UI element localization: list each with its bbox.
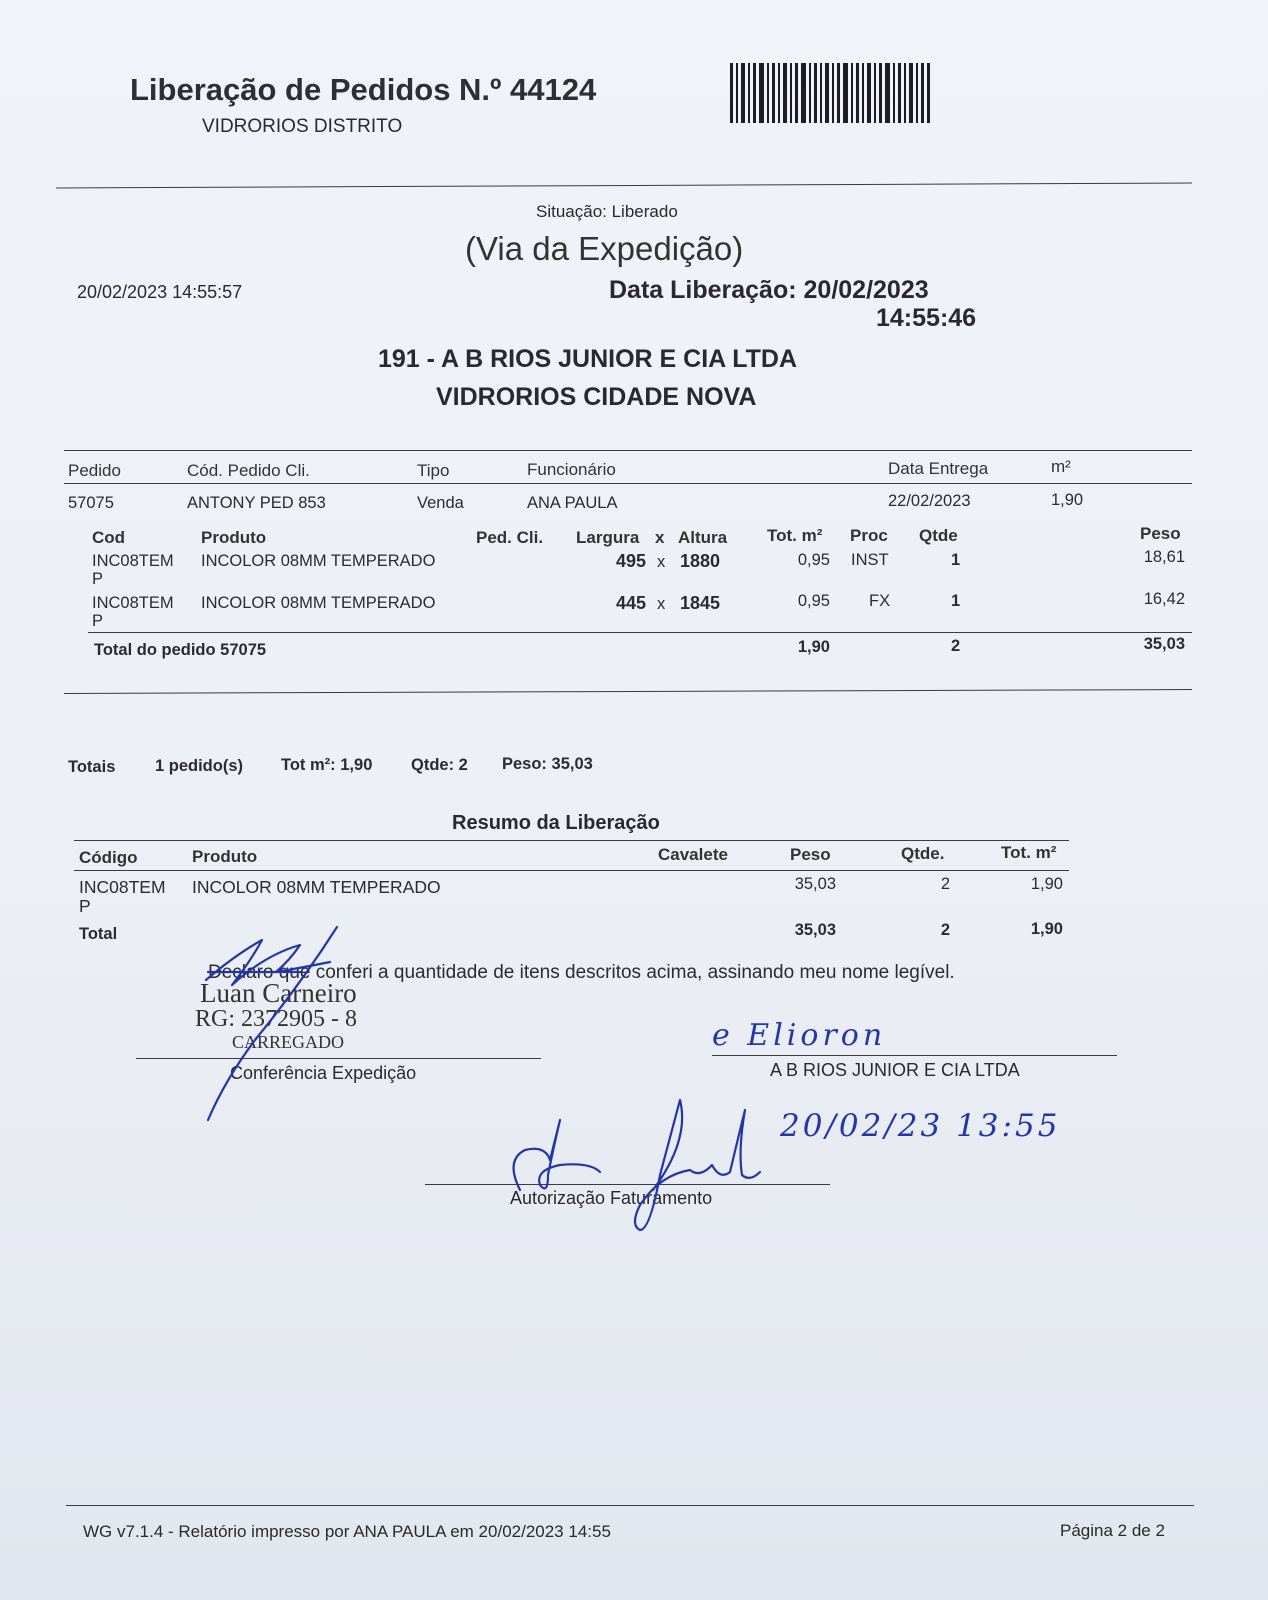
resumo-codigo: INC08TEM — [79, 877, 166, 897]
resumo-total-qtde: 2 — [940, 921, 950, 939]
handwritten-date: 20/02/23 13:55 — [780, 1108, 1061, 1144]
resumo-qtde: 2 — [940, 875, 950, 893]
item-largura: 495 — [615, 551, 646, 571]
item-col-produto: Produto — [201, 528, 267, 547]
item-tot-m2: 0,95 — [797, 592, 830, 610]
printed-at: 20/02/2023 14:55:57 — [77, 282, 243, 302]
item-largura: 445 — [615, 593, 646, 613]
col-cod-pedido-cli: Cód. Pedido Cli. — [187, 461, 310, 480]
data-liberacao-time: 14:55:46 — [876, 304, 977, 332]
cod-pedido-cli-value: ANTONY PED 853 — [187, 494, 326, 512]
col-data-entrega: Data Entrega — [888, 459, 989, 478]
footer-rule — [66, 1505, 1194, 1506]
company-name: VIDRORIOS DISTRITO — [202, 116, 403, 137]
item-x: x — [657, 595, 666, 613]
item-col-qtde: Qtde — [919, 526, 958, 545]
document-title: Liberação de Pedidos N.º 44124 — [130, 72, 597, 107]
item-col-x: x — [655, 528, 665, 547]
conferencia-label: Conferência Expedição — [230, 1063, 417, 1083]
items-total-peso: 35,03 — [1143, 635, 1185, 653]
totais-peso: Peso: 35,03 — [502, 755, 593, 773]
via-label: (Via da Expedição) — [465, 230, 744, 267]
data-liberacao: Data Liberação: 20/02/2023 — [609, 276, 929, 304]
item-col-largura: Largura — [576, 528, 640, 547]
footer-right: Página 2 de 2 — [1060, 1521, 1165, 1540]
resumo-codigo-cont: P — [79, 896, 91, 916]
item-proc: INST — [851, 551, 889, 569]
item-peso: 16,42 — [1143, 590, 1185, 608]
item-peso: 18,61 — [1143, 548, 1185, 566]
client-label: A B RIOS JUNIOR E CIA LTDA — [770, 1060, 1020, 1080]
items-total-label: Total do pedido 57075 — [94, 641, 267, 659]
resumo-total-peso: 35,03 — [794, 921, 836, 939]
resumo-tot-m2: 1,90 — [1030, 875, 1063, 893]
item-col-ped-cli: Ped. Cli. — [476, 528, 544, 547]
client-name: 191 - A B RIOS JUNIOR E CIA LTDA — [378, 345, 798, 373]
item-produto: INCOLOR 08MM TEMPERADO — [201, 594, 436, 612]
resumo-col-produto: Produto — [192, 847, 258, 866]
totais-qtde: Qtde: 2 — [411, 756, 468, 774]
col-pedido: Pedido — [68, 461, 121, 480]
item-produto: INCOLOR 08MM TEMPERADO — [201, 552, 436, 570]
handwritten-client-signature: e Elioron — [712, 1018, 887, 1053]
totais-m2: Tot m²: 1,90 — [281, 756, 373, 774]
item-x: x — [657, 553, 666, 571]
col-funcionario: Funcionário — [527, 460, 616, 479]
resumo-col-codigo: Código — [79, 848, 138, 867]
resumo-col-tot-m2: Tot. m² — [1001, 843, 1057, 862]
item-tot-m2: 0,95 — [797, 551, 830, 569]
stamp-name: Luan Carneiro — [200, 978, 357, 1008]
col-m2: m² — [1051, 457, 1071, 476]
col-tipo: Tipo — [417, 461, 450, 480]
declaration-text: Declaro que conferi a quantidade de itens descritos acima, assinando meu nome legível. — [208, 962, 955, 983]
item-altura: 1845 — [680, 593, 721, 613]
autorizacao-label: Autorização Faturamento — [510, 1188, 713, 1208]
resumo-total-m2: 1,90 — [1030, 920, 1063, 938]
resumo-total-label: Total — [79, 925, 118, 943]
resumo-col-peso: Peso — [790, 845, 831, 864]
funcionario-value: ANA PAULA — [527, 494, 618, 512]
item-qtde: 1 — [951, 551, 961, 569]
item-col-altura: Altura — [678, 528, 728, 547]
item-cod: INC08TEM — [92, 552, 174, 570]
pedido-value: 57075 — [68, 494, 114, 512]
item-cod: INC08TEM — [92, 594, 174, 612]
data-entrega-value: 22/02/2023 — [888, 492, 971, 510]
resumo-produto: INCOLOR 08MM TEMPERADO — [192, 877, 441, 897]
resumo-col-qtde: Qtde. — [901, 844, 945, 863]
tipo-value: Venda — [417, 494, 464, 512]
item-cod-cont: P — [92, 570, 104, 588]
item-qtde: 1 — [951, 592, 961, 610]
situacao: Situação: Liberado — [536, 202, 678, 221]
stamp-role: CARREGADO — [232, 1032, 345, 1052]
item-proc: FX — [869, 592, 891, 610]
totais-label: Totais — [68, 758, 116, 776]
item-cod-cont: P — [92, 612, 104, 630]
item-col-proc: Proc — [850, 526, 888, 545]
resumo-col-cavalete: Cavalete — [658, 845, 728, 864]
items-total-m2: 1,90 — [797, 638, 830, 656]
client-store: VIDRORIOS CIDADE NOVA — [436, 383, 757, 411]
totais-pedidos: 1 pedido(s) — [155, 757, 244, 775]
items-total-qtde: 2 — [951, 637, 961, 655]
item-col-peso: Peso — [1140, 524, 1181, 543]
stamp-rg: RG: 2372905 - 8 — [195, 1006, 357, 1032]
item-altura: 1880 — [680, 551, 721, 571]
resumo-peso: 35,03 — [794, 875, 836, 893]
m2-value: 1,90 — [1051, 491, 1084, 509]
resumo-title: Resumo da Liberação — [452, 812, 660, 834]
footer-left: WG v7.1.4 - Relatório impresso por ANA PAULA em 20/02/2023 14:55 — [83, 1522, 611, 1541]
item-col-cod: Cod — [92, 528, 126, 547]
item-col-tot-m2: Tot. m² — [767, 526, 823, 545]
